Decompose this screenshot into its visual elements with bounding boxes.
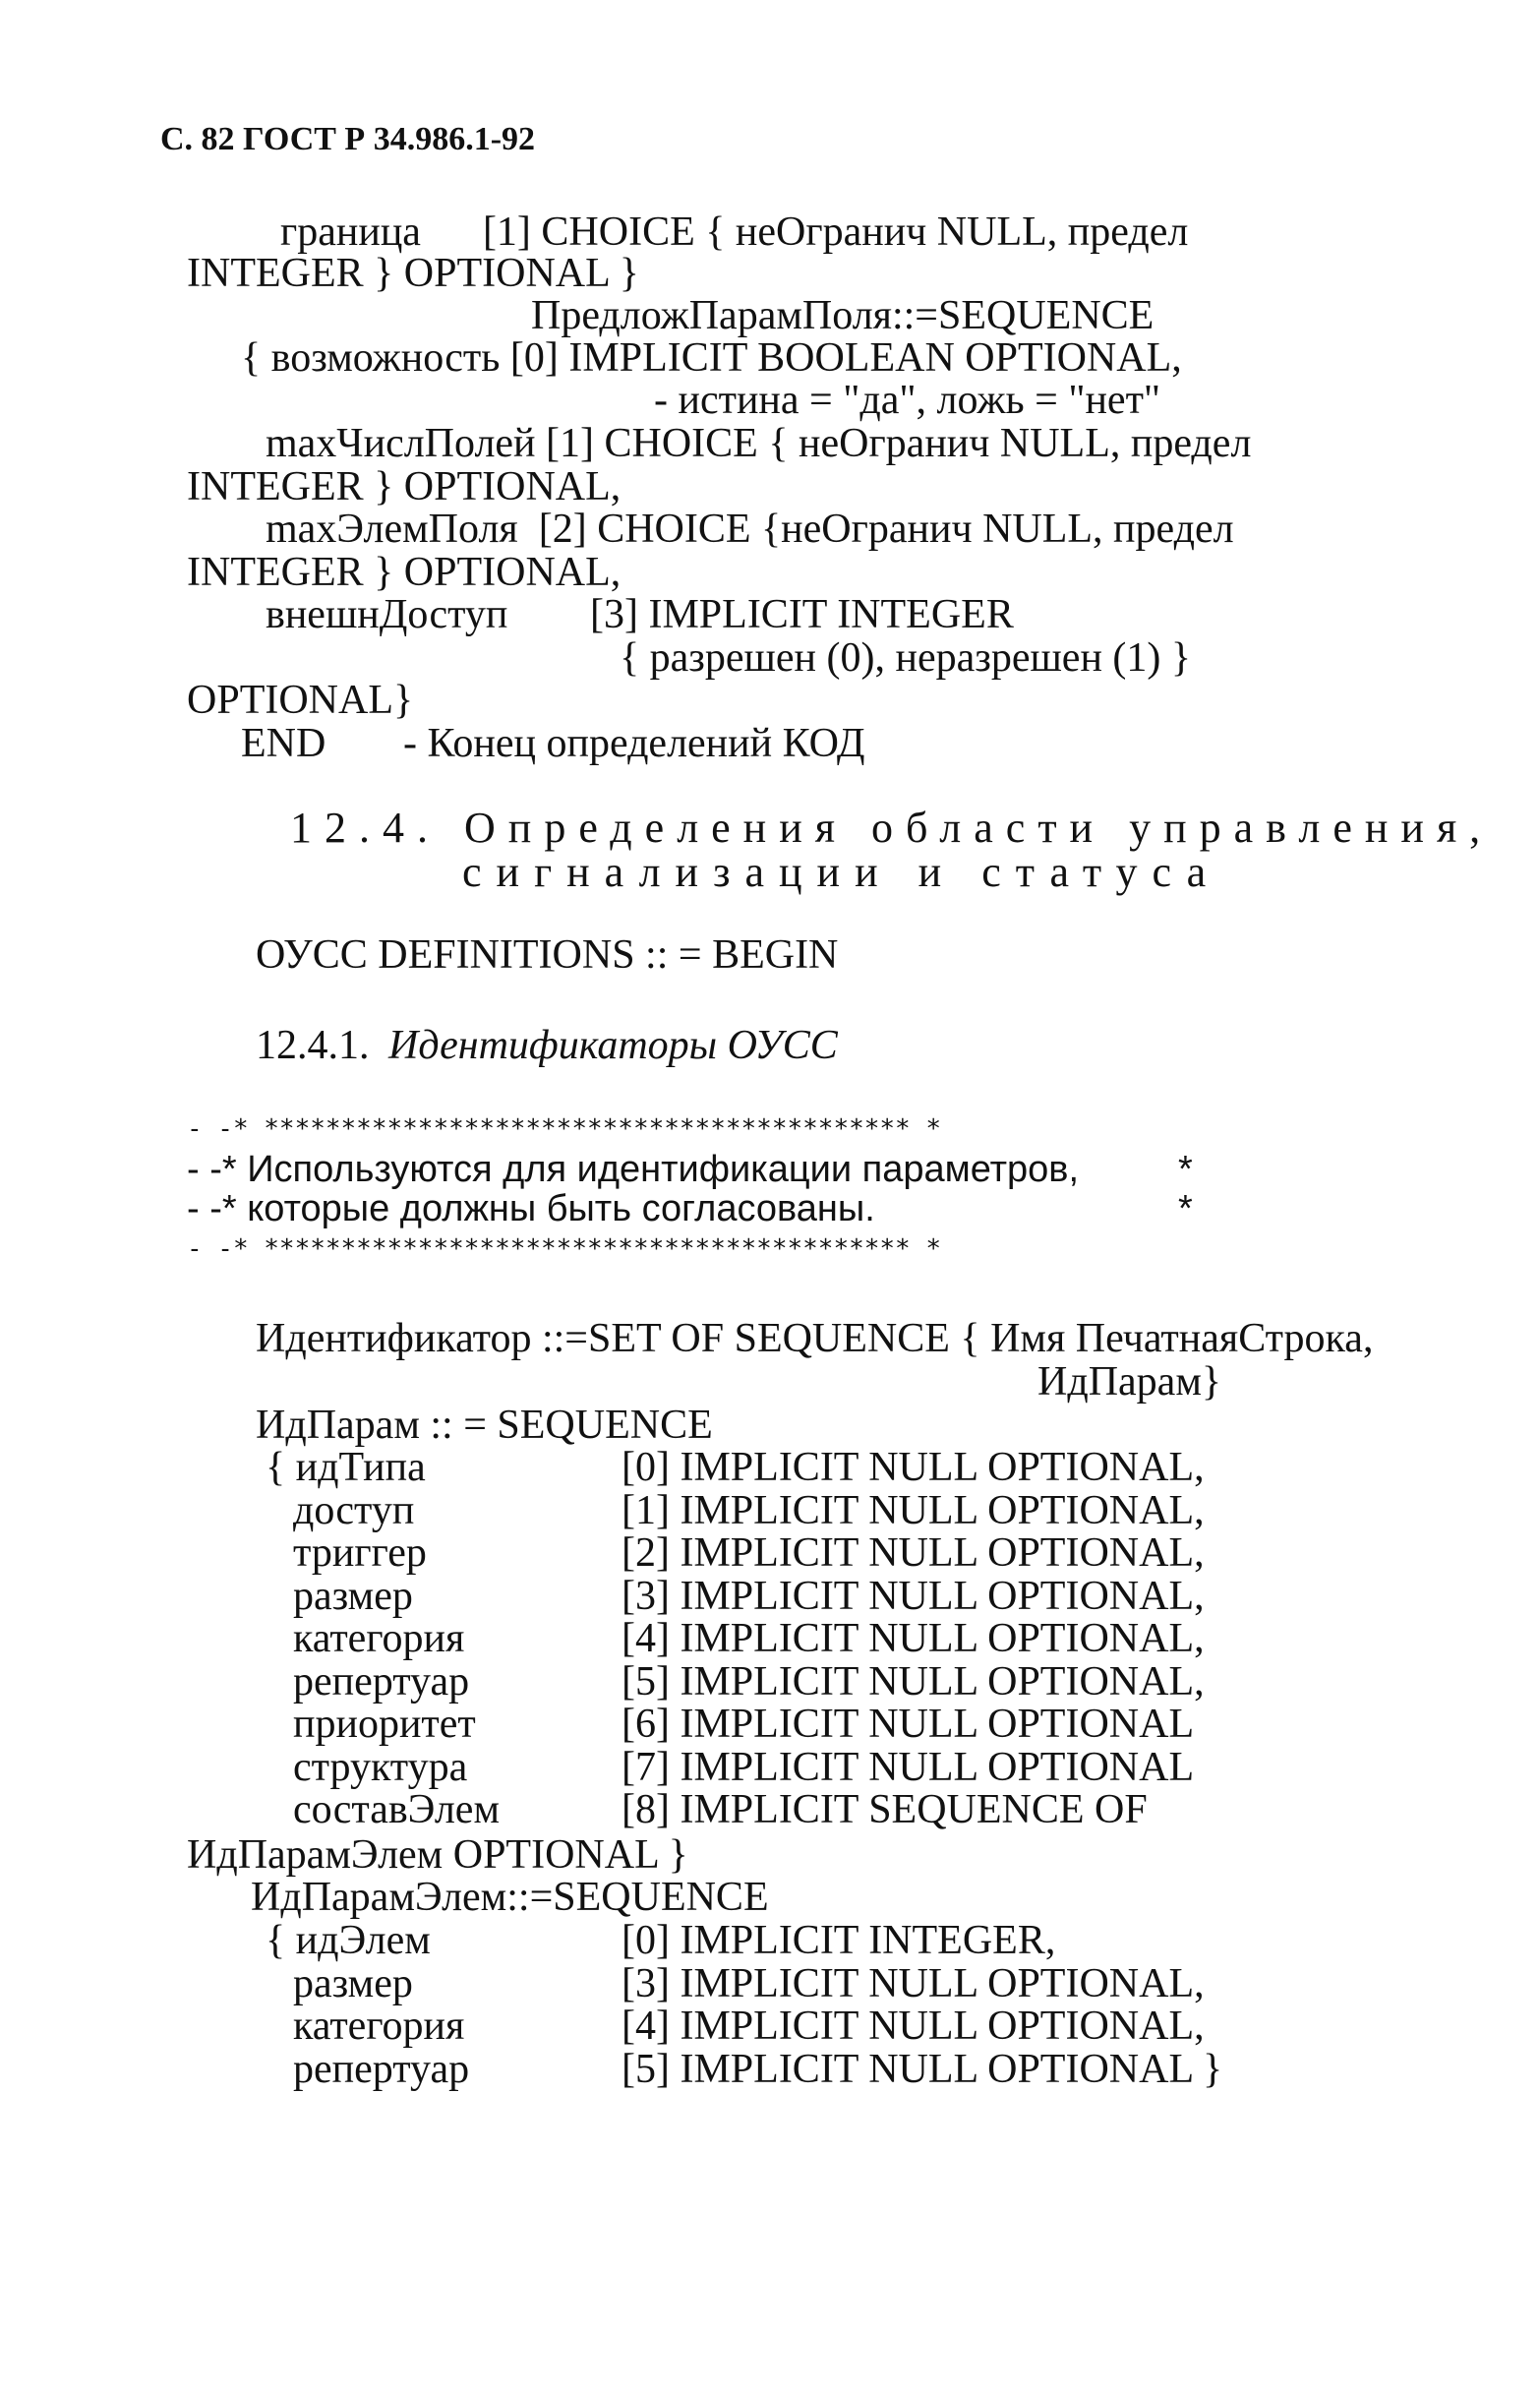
field-name: категория bbox=[293, 2004, 465, 2049]
code-line: maxЧислПолей [1] CHOICE { неОгранич NULL, предел bbox=[266, 421, 1252, 466]
page-header: С. 82 ГОСТ Р 34.986.1-92 bbox=[160, 121, 536, 157]
code-line: внешнДоступ bbox=[266, 592, 508, 637]
field-name: { идЭлем bbox=[266, 1918, 431, 1963]
field-spec: [1] IMPLICIT NULL OPTIONAL, bbox=[622, 1487, 1205, 1533]
comment-star: * bbox=[1178, 1188, 1193, 1229]
field-name: составЭлем bbox=[293, 1787, 501, 1832]
code-line: ИдПарам :: = SEQUENCE bbox=[256, 1403, 713, 1448]
field-spec: [0] IMPLICIT NULL OPTIONAL, bbox=[622, 1445, 1205, 1490]
code-line: - истина = "да", ложь = "нет" bbox=[654, 378, 1161, 423]
field-name: размер bbox=[293, 1573, 413, 1619]
field-spec: [7] IMPLICIT NULL OPTIONAL bbox=[622, 1744, 1195, 1790]
code-line: ИдПарамЭлем OPTIONAL } bbox=[187, 1832, 688, 1878]
field-name: приоритет bbox=[293, 1702, 476, 1747]
code-line: { разрешен (0), неразрешен (1) } bbox=[620, 635, 1192, 681]
code-line: maxЭлемПоля [2] CHOICE {неОгранич NULL, предел bbox=[266, 507, 1234, 552]
code-line: INTEGER } OPTIONAL } bbox=[187, 251, 639, 296]
code-line: END bbox=[241, 721, 326, 766]
field-spec: [6] IMPLICIT NULL OPTIONAL bbox=[622, 1702, 1195, 1747]
comment-border-bottom: - -* ****************************************** * bbox=[187, 1234, 942, 1264]
field-name: размер bbox=[293, 1960, 413, 2006]
field-spec: [0] IMPLICIT INTEGER, bbox=[622, 1918, 1056, 1963]
code-line: OPTIONAL} bbox=[187, 678, 414, 723]
field-spec: [5] IMPLICIT NULL OPTIONAL, bbox=[622, 1658, 1205, 1705]
code-line: Идентификатор ::=SET OF SEQUENCE { Имя ПечатнаяСтрока, bbox=[256, 1316, 1374, 1361]
field-name: категория bbox=[293, 1616, 465, 1661]
comment-star: * bbox=[1178, 1149, 1193, 1190]
field-name: { идТипа bbox=[266, 1445, 426, 1490]
field-name: репертуар bbox=[293, 1658, 470, 1705]
field-name: доступ bbox=[293, 1487, 415, 1533]
field-name: триггер bbox=[293, 1530, 427, 1576]
code-line: граница [1] CHOICE { неОгранич NULL, предел bbox=[280, 209, 1189, 255]
subsection-title: Идентификаторы ОУСС bbox=[388, 1023, 838, 1068]
definitions-line: ОУСС DEFINITIONS :: = BEGIN bbox=[256, 932, 839, 978]
field-spec: [8] IMPLICIT SEQUENCE OF bbox=[622, 1787, 1148, 1832]
field-spec: [5] IMPLICIT NULL OPTIONAL } bbox=[622, 2046, 1223, 2092]
comment-line: - -* Используются для идентификации параметров, bbox=[187, 1149, 1080, 1190]
subsection-number: 12.4.1. bbox=[256, 1023, 370, 1068]
comment-line: - -* которые должны быть согласованы. bbox=[187, 1188, 875, 1229]
code-line: - Конец определений КОД bbox=[403, 721, 865, 766]
code-line: INTEGER } OPTIONAL, bbox=[187, 550, 622, 595]
code-line: [3] IMPLICIT INTEGER bbox=[590, 592, 1014, 637]
code-line: ПредложПарамПоля::=SEQUENCE bbox=[531, 293, 1155, 338]
comment-border-top: - -* ****************************************** * bbox=[187, 1114, 942, 1144]
code-line: ИдПарам} bbox=[1037, 1359, 1222, 1405]
field-name: структура bbox=[293, 1744, 468, 1790]
code-line: INTEGER } OPTIONAL, bbox=[187, 464, 622, 509]
field-spec: [4] IMPLICIT NULL OPTIONAL, bbox=[622, 1616, 1205, 1661]
section-heading-cont: сигнализации и статуса bbox=[462, 848, 1221, 896]
field-name: репертуар bbox=[293, 2046, 470, 2092]
field-spec: [3] IMPLICIT NULL OPTIONAL, bbox=[622, 1573, 1205, 1619]
code-line: { возможность [0] IMPLICIT BOOLEAN OPTIONAL, bbox=[241, 335, 1182, 381]
code-line: ИдПарамЭлем::=SEQUENCE bbox=[251, 1875, 769, 1920]
field-spec: [3] IMPLICIT NULL OPTIONAL, bbox=[622, 1960, 1205, 2006]
field-spec: [4] IMPLICIT NULL OPTIONAL, bbox=[622, 2004, 1205, 2049]
section-heading: 12.4. Определения области управления, bbox=[290, 804, 1494, 852]
field-spec: [2] IMPLICIT NULL OPTIONAL, bbox=[622, 1530, 1205, 1576]
